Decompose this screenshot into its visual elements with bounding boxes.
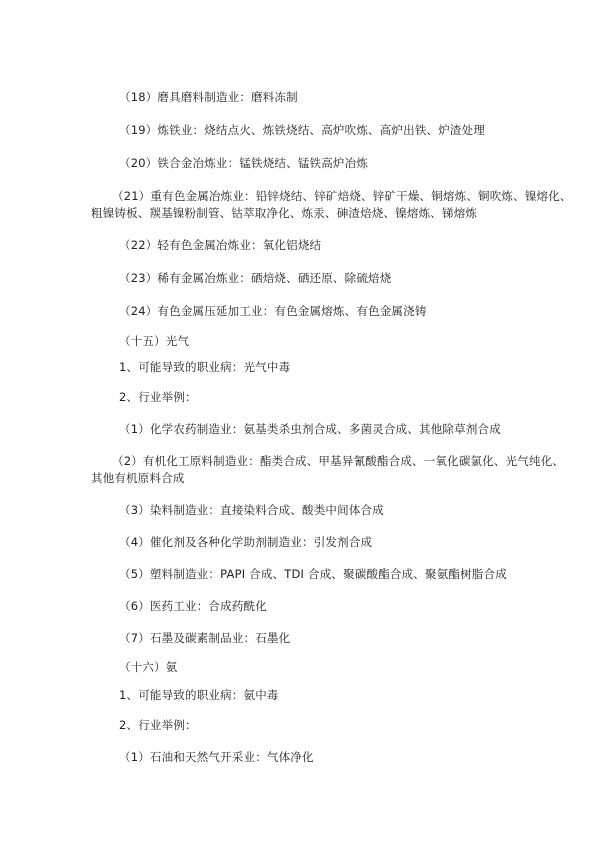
item-23-rare-metals: （23）稀有金属冶炼业：硒焙烧、硒还原、除硫焙烧 bbox=[119, 271, 392, 285]
phosgene-item-5: （5）塑料制造业：PAPI 合成、TDI 合成、聚碳酸酯合成、聚氨酯树脂合成 bbox=[119, 567, 507, 581]
ammonia-disease: 1、可能导致的职业病：氨中毒 bbox=[119, 688, 279, 702]
phosgene-item-1: （1）化学农药制造业：氨基类杀虫剂合成、多菌灵合成、其他除草剂合成 bbox=[119, 422, 501, 436]
phosgene-item-2: （2）有机化工原料制造业：酯类合成、甲基异氰酸酯合成、一氧化碳氯化、光气纯化、 bbox=[112, 454, 565, 468]
phosgene-item-7: （7）石墨及碳素制品业：石墨化 bbox=[119, 631, 291, 645]
phosgene-item-6: （6）医药工业：合成药酰化 bbox=[119, 599, 267, 613]
phosgene-item-3: （3）染料制造业：直接染料合成、酸类中间体合成 bbox=[119, 503, 384, 517]
section-16-ammonia: （十六）氨 bbox=[119, 660, 178, 674]
phosgene-industry-heading: 2、行业举例： bbox=[119, 390, 197, 404]
item-21-heavy-nonferrous: （21）重有色金属冶炼业：铅锌烧结、锌矿焙烧、锌矿干燥、铜熔炼、铜吹炼、镍熔化、 bbox=[112, 189, 572, 203]
ammonia-industry-heading: 2、行业举例： bbox=[119, 718, 197, 732]
item-18-abrasives: （18）磨具磨料制造业：磨料冻制 bbox=[119, 90, 298, 104]
item-22-light-nonferrous: （22）轻有色金属冶炼业：氧化铝烧结 bbox=[119, 238, 322, 252]
item-24-rolling: （24）有色金属压延加工业：有色金属熔炼、有色金属浇铸 bbox=[119, 304, 427, 318]
phosgene-item-4: （4）催化剂及各种化学助剂制造业：引发剂合成 bbox=[119, 535, 373, 549]
phosgene-item-2-cont: 其他有机原料合成 bbox=[91, 471, 185, 485]
section-15-phosgene: （十五）光气 bbox=[119, 334, 190, 348]
item-21-heavy-nonferrous-cont: 粗镍铸板、羰基镍粉制管、钴萃取净化、炼汞、砷渣焙烧、镍熔炼、锑熔炼 bbox=[91, 206, 478, 220]
item-20-ferroalloy: （20）铁合金冶炼业：锰铁烧结、锰铁高炉冶炼 bbox=[119, 156, 369, 170]
ammonia-item-1: （1）石油和天然气开采业：气体净化 bbox=[119, 750, 314, 764]
item-19-ironmaking: （19）炼铁业：烧结点火、炼铁烧结、高炉吹炼、高炉出铁、炉渣处理 bbox=[119, 123, 486, 137]
phosgene-disease: 1、可能导致的职业病：光气中毒 bbox=[119, 360, 291, 374]
